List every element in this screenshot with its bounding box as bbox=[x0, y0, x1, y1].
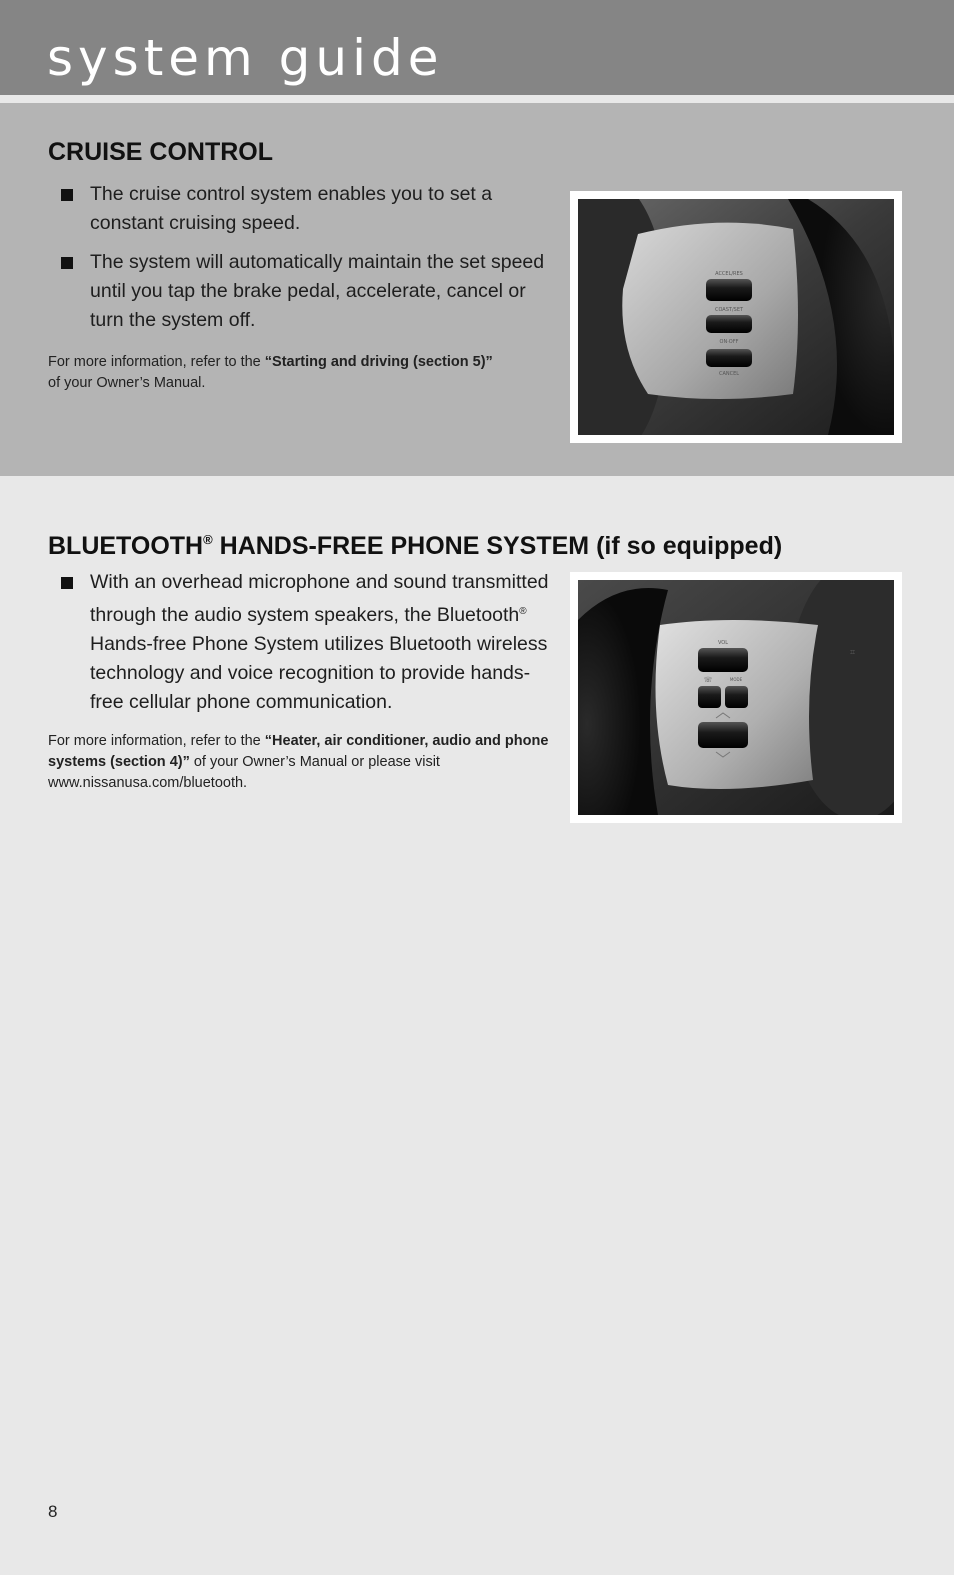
cruise-control-reference-note: For more information, refer to the “Starting and driving (section 5)” of your Owner’s Manual. bbox=[48, 354, 493, 391]
mode-label: MODE bbox=[729, 677, 743, 682]
on-off-label: ON·OFF bbox=[719, 339, 739, 345]
bullet-square-icon bbox=[61, 189, 73, 201]
phone-icon: ☏ bbox=[703, 676, 713, 684]
cruise-control-heading: CRUISE CONTROL bbox=[48, 138, 273, 166]
list-item: The system will automatically maintain the set speed until you tap the brake pedal, accelerate, cancel or turn the system off. bbox=[48, 248, 558, 335]
bullet-square-icon bbox=[61, 257, 73, 269]
bluetooth-bullets bbox=[48, 568, 553, 727]
steering-wheel-cruise-buttons-image bbox=[578, 199, 894, 435]
vol-label: VOL bbox=[717, 640, 729, 646]
cruise-control-photo bbox=[570, 191, 902, 443]
page-title: system guide bbox=[47, 29, 444, 87]
cancel-label: CANCEL bbox=[718, 371, 740, 377]
list-item: With an overhead microphone and sound transmitted through the audio system speakers, the Bluetooth® Hands-free Phone System utilizes Bluetooth wireless technology and voice recognition to provide hands-free cellular phone communication. bbox=[48, 568, 553, 717]
bluetooth-photo bbox=[570, 572, 902, 823]
bullet-square-icon bbox=[61, 577, 73, 589]
steering-wheel-phone-buttons-image bbox=[578, 580, 894, 815]
cruise-control-section bbox=[0, 103, 954, 476]
bluetooth-heading: BLUETOOTH® HANDS-FREE PHONE SYSTEM (if so equipped) bbox=[48, 532, 783, 560]
accel-res-label: ACCEL/RES bbox=[715, 271, 743, 277]
horn-icon: ⌗ bbox=[850, 648, 856, 658]
bluetooth-reference-note: For more information, refer to the “Heater, air conditioner, audio and phone systems (section 4)” of your Owner’s Manual or please visit www.nissanusa.com/bluetooth. bbox=[48, 733, 549, 791]
list-item: The cruise control system enables you to set a constant cruising speed. bbox=[48, 180, 558, 238]
bluetooth-section bbox=[0, 484, 954, 1575]
page-number: 8 bbox=[48, 1502, 58, 1521]
header-bar bbox=[0, 0, 954, 95]
cruise-control-bullets bbox=[48, 180, 558, 345]
coast-set-label: COAST/SET bbox=[714, 307, 744, 313]
